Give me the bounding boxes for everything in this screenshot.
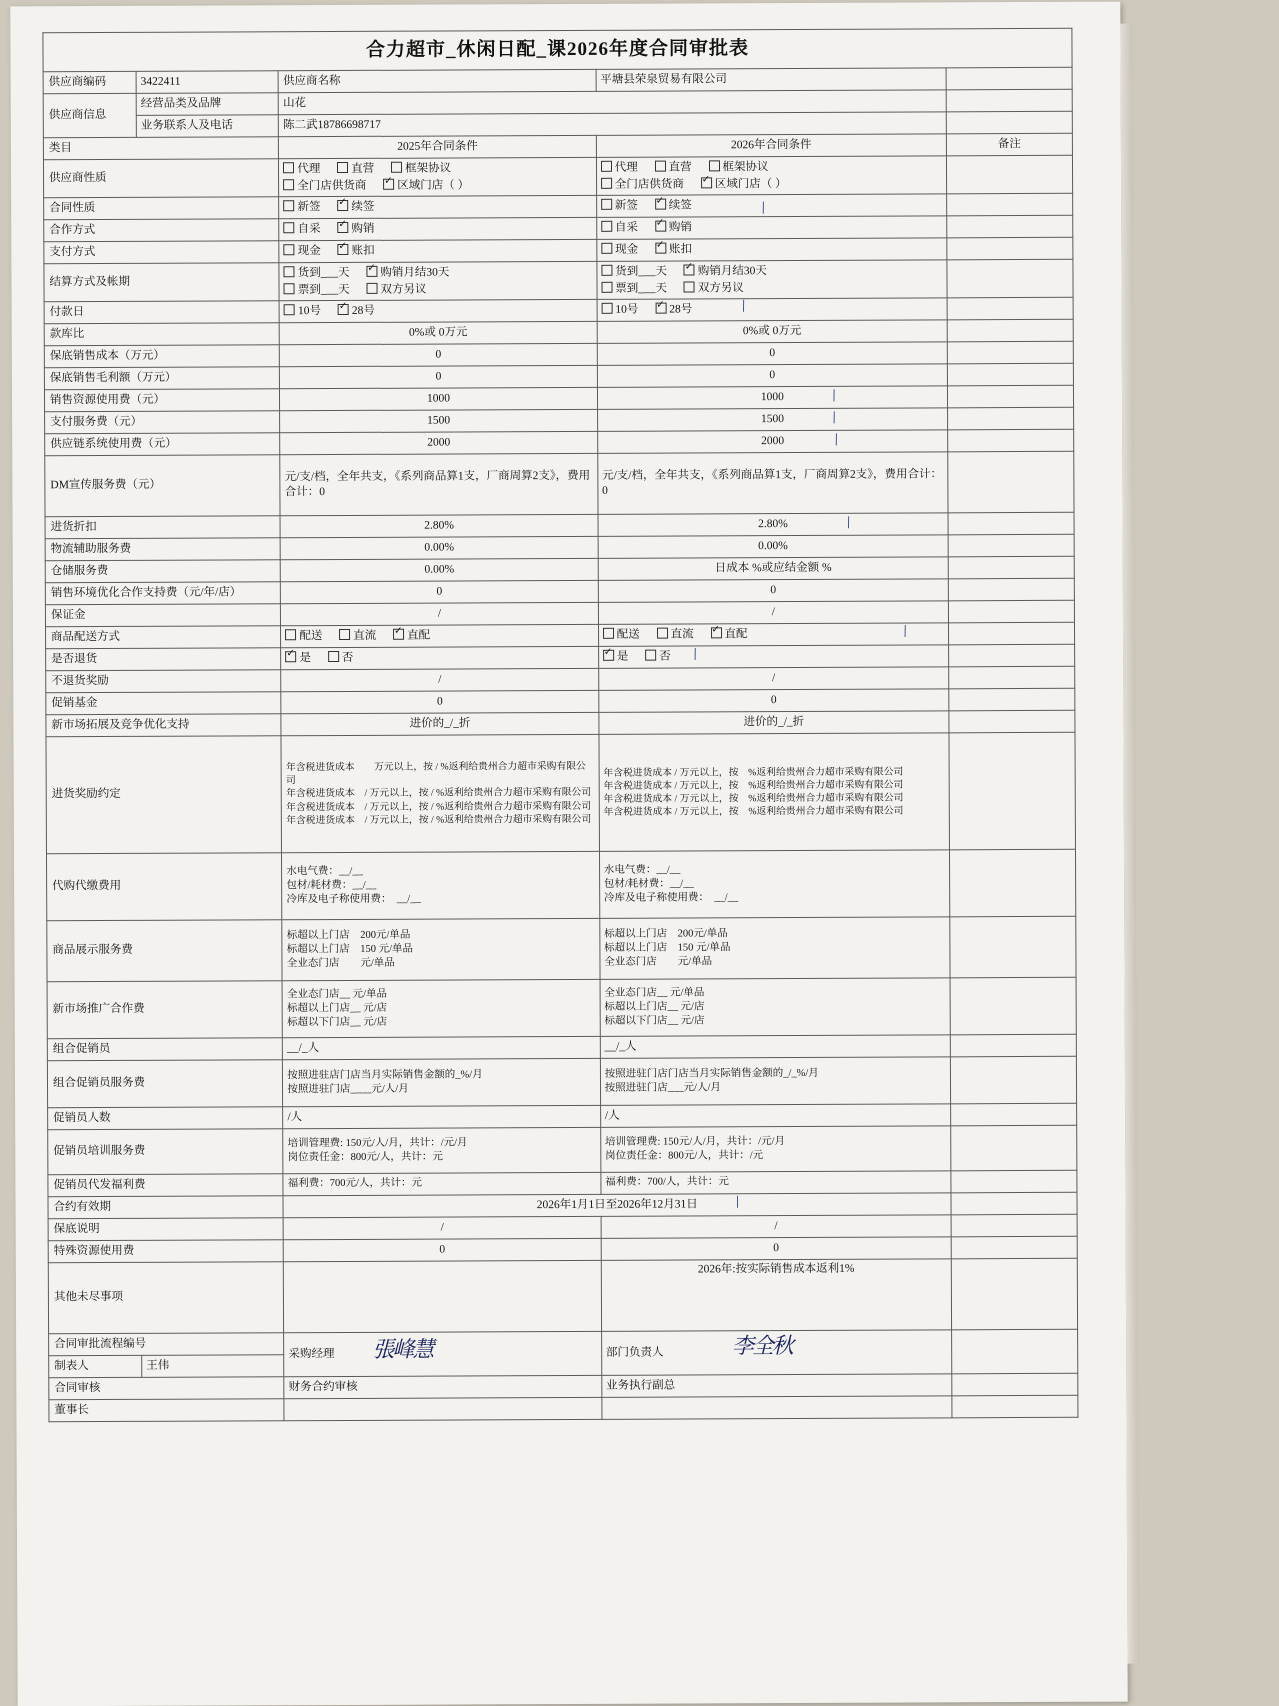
finance-audit-label: 财务合约审核: [284, 1375, 602, 1398]
column-2026: 2026年合同条件: [596, 134, 946, 158]
promo-fund-label: 促销基金: [46, 692, 281, 715]
pen-tick-8: /: [690, 644, 701, 664]
promoter-service-fee-label: 组合促销员服务费: [47, 1060, 283, 1108]
promoter-welfare-fee-label: 促销员代发福利费: [48, 1174, 283, 1197]
valid-period-value: 2026年1月1日至2026年12月31日 /: [283, 1193, 951, 1218]
other-matters-2026: 2026年:按实际销售成本返利1%: [601, 1259, 952, 1332]
agent-fee-line-3-2025: 冷库及电子称使用费： __/__: [286, 893, 421, 906]
remark-blank-3: [946, 111, 1072, 134]
contract-sheet: [10, 2, 1127, 1706]
env-support-fee-2026: 0: [598, 579, 948, 603]
delivery-mode-label: 商品配送方式: [46, 626, 281, 649]
training-line-2-2026: 岗位责任金：800元/人，共计：/元: [605, 1150, 764, 1162]
min-gross-profit-2026: 0: [597, 364, 947, 388]
agent-fee-line-1-2025: 水电气费：__/__: [286, 865, 363, 878]
opt-invoice-arrival-2026[interactable]: 票到___天: [601, 280, 667, 297]
training-line-1-2026: 培训管理费: 150元/人/月，共计：/元/月: [604, 1135, 785, 1148]
brand-value: 山花: [279, 90, 947, 115]
reward-line-1-2025: 年含税进货成本 万元以上，按 / %返利给贵州合力超市采购有限公司: [285, 760, 586, 787]
opt-delivery-2025[interactable]: 配送: [285, 628, 322, 645]
purchase-discount-2026: 2.80% /: [598, 513, 948, 537]
dm-fee-label: DM宣传服务费（元）: [45, 455, 281, 517]
delivery-mode-2026: [598, 623, 948, 647]
supplier-nature-row: [43, 155, 1072, 198]
remark-dm-fee: [948, 451, 1074, 513]
remark-agent-fees: [950, 849, 1076, 917]
dm-fee-2026: 元/支/档，全年共支，《系列商品算1支，厂商周算2支》，费用合计：0: [598, 452, 949, 515]
opt-cash-2026[interactable]: 现金: [601, 242, 638, 259]
training-line-2-2025: 岗位责任金：800元/人，共计：元: [287, 1151, 443, 1164]
pay-day-label: 付款日: [44, 301, 279, 324]
remark-sales-resource-fee: [947, 385, 1073, 408]
stock-ratio-label: 款库比: [44, 323, 279, 346]
opt-crossdock-2026[interactable]: 直流: [657, 627, 694, 644]
display-fee-row: [47, 916, 1076, 981]
display-line-1-2025: 标超以上门店 200元/单品: [286, 929, 411, 942]
opt-new-2025[interactable]: 新签: [283, 199, 320, 216]
stock-ratio-2025: 0%或 0万元: [280, 321, 598, 344]
remark-pay-day: [947, 297, 1073, 320]
purchase-manager-cell: [284, 1331, 602, 1376]
agent-fees-2026: [599, 850, 950, 919]
display-line-1-2026: 标超以上门店 200元/单品: [604, 928, 728, 940]
remark-audit: [952, 1373, 1078, 1396]
promoter-training-fee-2026: [600, 1126, 950, 1173]
remark-min-sales-cost: [947, 341, 1073, 364]
opt-yes-2025[interactable]: ✓ 是: [285, 650, 311, 667]
display-line-2-2026: 标超以上门店 150 元/单品: [604, 942, 731, 954]
opt-region-stores-2025[interactable]: ✓ 区域门店（ ）: [383, 177, 469, 194]
opt-agent-2026[interactable]: 代理: [601, 160, 638, 177]
logistics-fee-2025: 0.00%: [280, 536, 598, 559]
opt-day10-2025[interactable]: 10号: [284, 303, 321, 320]
stock-ratio-2026: 0%或 0万元: [597, 320, 947, 344]
special-resource-fee-2025: 0: [284, 1238, 602, 1261]
no-return-reward-label: 不退货奖励: [46, 670, 281, 693]
pay-mode-label: 支付方式: [44, 241, 279, 264]
business-vp-label: 业务执行副总: [602, 1374, 952, 1398]
display-fee-2026: [600, 917, 951, 980]
remark-special-resource-fee: [951, 1236, 1077, 1259]
delivery-mode-2025: [281, 624, 599, 647]
remark-supply-chain-fee: [948, 429, 1074, 452]
opt-all-stores-2026[interactable]: 全门店供货商: [601, 176, 684, 193]
remark-returnable: [949, 644, 1075, 667]
remark-promoter-combo: [950, 1034, 1076, 1057]
training-line-1-2025: 培训管理费: 150元/人/月，共计：/元/月: [287, 1137, 468, 1150]
supply-chain-fee-2026: 2000 /: [597, 430, 947, 454]
opt-no-2026[interactable]: 否: [645, 649, 671, 666]
contract-table: [42, 28, 1078, 1423]
opt-direct-2025[interactable]: 直营: [337, 161, 374, 178]
remark-pay-service-fee: [948, 407, 1074, 430]
promoter-combo-2025: __/_人: [283, 1036, 601, 1059]
supplier-name-value: 平塘县荣泉贸易有限公司: [596, 68, 946, 92]
remark-signature: [952, 1329, 1078, 1374]
coop-mode-2026: [596, 216, 946, 240]
opt-cash-2025[interactable]: 现金: [284, 243, 321, 260]
valid-period-label: 合约有效期: [48, 1196, 283, 1219]
agent-fees-label: 代购代缴费用: [46, 853, 282, 921]
promoter-training-fee-row: [48, 1125, 1077, 1174]
maker-value: 王伟: [142, 1355, 284, 1378]
guarantee-note-2026: /: [601, 1215, 951, 1239]
remark-blank-1: [946, 67, 1072, 90]
supply-chain-fee-label: 供应链系统使用费（元）: [45, 433, 280, 456]
env-support-fee-2025: 0: [281, 580, 599, 603]
opt-deduct-2026[interactable]: ✓ 账扣: [655, 242, 692, 259]
opt-day10-2026[interactable]: 10号: [601, 302, 638, 319]
supply-chain-fee-2025: 2000: [280, 431, 598, 454]
remark-chairman: [952, 1395, 1078, 1418]
agent-fee-line-2-2026: 包材/耗材费：__/__: [603, 878, 694, 890]
new-market-promo-row: [47, 977, 1076, 1038]
purchase-reward-label: 进货奖励约定: [46, 736, 282, 854]
dept-head-cell: [601, 1330, 951, 1376]
opt-negotiate-2025[interactable]: 双方另议: [366, 281, 426, 298]
logistics-fee-2026: 0.00%: [598, 535, 948, 559]
promoter-count-2026: /人: [600, 1104, 950, 1128]
logistics-fee-label: 物流辅助服务费: [45, 538, 280, 561]
remark-no-return-reward: [949, 666, 1075, 689]
remark-promoter-count: [951, 1103, 1077, 1126]
remark-settlement: [947, 259, 1073, 298]
storage-fee-2026: 日成本 %或应结金额 %: [598, 557, 948, 581]
pay-mode-2026: [597, 238, 947, 262]
min-gross-profit-2025: 0: [280, 365, 598, 388]
settlement-2026: [597, 260, 947, 300]
remark-promo-fund: [949, 688, 1075, 711]
returnable-2026: [598, 645, 948, 669]
agent-fee-line-2-2025: 包材/耗材费：__/__: [286, 879, 377, 892]
opt-goods-arrival-2026[interactable]: 货到___天: [601, 264, 667, 281]
remark-promoter-training-fee: [951, 1125, 1077, 1171]
remark-new-market-promo: [950, 977, 1076, 1035]
promoter-fee-line-1-2025: 按照进驻店门店当月实际销售金额的_%/月: [287, 1069, 483, 1082]
opt-direct-deliver-2025[interactable]: ✓ 直配: [393, 628, 430, 645]
opt-framework-2026[interactable]: 框架协议: [708, 159, 768, 176]
promoter-service-fee-row: [47, 1056, 1076, 1107]
opt-direct-deliver-2026[interactable]: ✓ 直配: [711, 627, 748, 644]
flow-no-row: [49, 1329, 1078, 1355]
min-sales-cost-2025: 0: [280, 343, 598, 366]
other-matters-label: 其他未尽事项: [48, 1262, 284, 1334]
remark-env-support-fee: [948, 578, 1074, 601]
opt-no-2025[interactable]: 否: [328, 650, 354, 667]
opt-direct-2026[interactable]: 直营: [655, 159, 692, 176]
agent-fees-row: [46, 849, 1075, 920]
new-market-promo-label: 新市场推广合作费: [47, 981, 283, 1039]
opt-purchase-2025[interactable]: ✓ 购销: [337, 221, 374, 238]
min-sales-cost-2026: 0: [597, 342, 947, 366]
promo-line-3-2025: 标超以下门店__ 元/店: [287, 1016, 388, 1029]
contract-nature-2026: [596, 194, 946, 218]
purchase-reward-2026: [599, 733, 950, 852]
dept-head-signature: 李全秋: [731, 1333, 792, 1359]
display-line-2-2025: 标超以上门店 150 元/单品: [286, 943, 414, 956]
settlement-2025: [279, 261, 597, 300]
pay-mode-2025: [279, 239, 597, 262]
deposit-2025: /: [281, 602, 599, 625]
pen-tick-6: /: [843, 512, 855, 533]
storage-fee-2025: 0.00%: [281, 558, 599, 581]
opt-agent-2025[interactable]: 代理: [283, 161, 320, 178]
opt-new-2026[interactable]: 新签: [601, 198, 638, 215]
column-2025: 2025年合同条件: [279, 135, 597, 158]
returnable-label: 是否退货: [46, 648, 281, 671]
opt-crossdock-2025[interactable]: 直流: [339, 628, 376, 645]
display-fee-label: 商品展示服务费: [47, 920, 283, 982]
remark-other-matters: [951, 1258, 1077, 1330]
promo-line-3-2026: 标超以下门店__ 元/店: [604, 1015, 705, 1027]
sales-resource-fee-2025: 1000: [280, 387, 598, 410]
purchase-discount-2025: 2.80%: [280, 514, 598, 537]
remark-deposit: [948, 600, 1074, 623]
column-remark: 备注: [946, 133, 1072, 156]
settlement-row: [44, 259, 1073, 302]
remark-stock-ratio: [947, 319, 1073, 342]
remark-storage-fee: [948, 556, 1074, 579]
new-market-support-label: 新市场拓展及竞争优化支持: [46, 714, 281, 737]
guarantee-note-label: 保底说明: [48, 1218, 283, 1241]
opt-framework-2025[interactable]: 框架协议: [391, 161, 451, 178]
promoter-service-fee-2025: [283, 1058, 601, 1106]
remark-blank-2: [946, 89, 1072, 112]
returnable-row: [46, 644, 1075, 670]
category-label: 类目: [43, 137, 278, 160]
promoter-count-2025: /人: [283, 1105, 601, 1128]
chairman-sign-cell: [284, 1397, 602, 1420]
remark-purchase-discount: [948, 512, 1074, 535]
other-matters-row: [48, 1258, 1077, 1333]
supplier-code-label: 供应商编码: [43, 71, 136, 93]
opt-negotiate-2026[interactable]: 双方另议: [684, 280, 744, 297]
remark-min-gross-profit: [947, 363, 1073, 386]
display-line-3-2026: 全业态门店 元/单品: [604, 956, 713, 968]
dm-fee-2025: 元/支/档，全年共支，《系列商品算1支，厂商周算2支》，费用合计：0: [280, 453, 598, 515]
reward-line-3-2026: 年含税进货成本 / 万元以上，按 %返利给贵州合力超市采购有限公司: [603, 792, 904, 805]
chairman-row: [49, 1395, 1078, 1421]
purchase-manager-label: 采购经理: [288, 1347, 335, 1361]
remark-promoter-welfare-fee: [951, 1170, 1077, 1193]
opt-day28-2025[interactable]: ✓ 28号: [338, 303, 375, 320]
supplier-code-value: 3422411: [136, 71, 278, 94]
new-market-support-2025: 进价的_/_折: [281, 712, 599, 735]
remark-contract-nature: [947, 193, 1073, 216]
dept-head-label: 部门负责人: [605, 1346, 664, 1359]
promoter-fee-line-2-2025: 按照进驻门店____元/人/月: [287, 1083, 409, 1096]
deposit-label: 保证金: [45, 604, 280, 627]
promoter-fee-line-1-2026: 按照进驻门店门店当月实际销售金额的_/_%/月: [604, 1067, 819, 1080]
display-fee-2025: [282, 918, 600, 980]
pen-tick-5: /: [831, 429, 842, 450]
supplier-name-label: 供应商名称: [278, 69, 596, 92]
promoter-combo-label: 组合促销员: [47, 1038, 282, 1061]
special-resource-fee-2026: 0: [601, 1237, 951, 1261]
promoter-welfare-fee-2026: 福利费：700/人，共计：元: [601, 1171, 951, 1195]
pay-day-2025: [279, 299, 597, 322]
pen-tick-1: /: [758, 197, 769, 218]
opt-renew-2026[interactable]: ✓ 续签: [655, 198, 692, 215]
supplier-nature-label: 供应商性质: [43, 159, 278, 198]
opt-renew-2025[interactable]: ✓ 续签: [337, 199, 374, 216]
sales-resource-fee-2026: 1000 /: [597, 386, 947, 410]
supplier-info-label: 供应商信息: [43, 93, 136, 137]
flow-no-label: 合同审批流程编号: [49, 1333, 284, 1356]
remark-new-market-support: [949, 710, 1075, 733]
remark-display-fee: [950, 916, 1076, 978]
promo-line-1-2026: 全业态门店__ 元/单品: [604, 987, 705, 999]
purchase-reward-row: [46, 732, 1076, 853]
opt-self-2025[interactable]: 自采: [284, 221, 321, 238]
pen-tick-7: /: [900, 621, 911, 641]
opt-yes-2026[interactable]: ✓ 是: [603, 649, 629, 666]
maker-label: 制表人: [49, 1355, 142, 1377]
sales-resource-fee-label: 销售资源使用费（元）: [44, 389, 279, 412]
agent-fee-line-1-2026: 水电气费：__/__: [603, 864, 681, 876]
other-matters-2025: [284, 1260, 602, 1332]
supplier-nature-2025: [279, 157, 597, 196]
reward-line-2-2025: 年含税进货成本 / 万元以上，按 / %返利给贵州合力超市采购有限公司: [286, 787, 592, 800]
min-sales-cost-label: 保底销售成本（万元）: [44, 345, 279, 368]
opt-invoice-arrival-2025[interactable]: 票到___天: [284, 281, 350, 298]
remark-coop-mode: [947, 215, 1073, 238]
agent-fee-line-3-2026: 冷库及电子称使用费： __/__: [603, 892, 739, 904]
reward-line-4-2026: 年含税进货成本 / 万元以上，按 %返利给贵州合力超市采购有限公司: [603, 805, 904, 819]
promo-fund-2025: 0: [281, 690, 599, 713]
chairman-sign-cell-2: [602, 1396, 952, 1420]
reward-line-3-2025: 年含税进货成本 / 万元以上，按 / %返利给贵州合力超市采购有限公司: [286, 800, 592, 813]
env-support-fee-label: 销售环境优化合作支持费（元/年/店）: [45, 582, 280, 605]
contact-label: 业务联系人及电话: [136, 115, 278, 138]
purchase-discount-row: [45, 512, 1074, 538]
pay-service-fee-label: 支付服务费（元）: [45, 411, 280, 434]
promoter-training-fee-2025: [283, 1127, 601, 1173]
promo-line-2-2025: 标超以上门店__ 元/店: [286, 1002, 388, 1015]
guarantee-note-2025: /: [283, 1216, 601, 1239]
opt-monthly30-2026[interactable]: ✓ 购销月结30天: [684, 263, 767, 280]
opt-purchase-2026[interactable]: ✓ 购销: [655, 220, 692, 237]
reward-line-4-2025: 年含税进货成本 / 万元以上，按 / %返利给贵州合力超市采购有限公司: [286, 813, 592, 827]
opt-all-stores-2025[interactable]: 全门店供货商: [283, 177, 366, 194]
promo-line-2-2026: 标超以上门店__ 元/店: [604, 1001, 705, 1013]
page-title: 合力超市_休闲日配_课2026年度合同审批表: [43, 28, 1072, 71]
special-resource-fee-label: 特殊资源使用费: [48, 1240, 283, 1263]
promoter-fee-line-2-2026: 按照进驻门店___元/人/月: [604, 1082, 721, 1094]
coop-mode-row: [44, 215, 1073, 241]
pay-service-fee-2026: 1500 /: [597, 408, 947, 432]
remark-valid-period: [951, 1192, 1077, 1215]
valid-period-row: [48, 1192, 1077, 1218]
promoter-service-fee-2026: [600, 1057, 950, 1106]
chairman-label: 董事长: [49, 1399, 284, 1422]
coop-mode-2025: [279, 217, 597, 240]
contract-audit-label: 合同审核: [49, 1377, 284, 1400]
pay-service-fee-2025: 1500: [280, 409, 598, 432]
remark-logistics-fee: [948, 534, 1074, 557]
remark-purchase-reward: [949, 732, 1075, 850]
remark-guarantee-note: [951, 1214, 1077, 1237]
coop-mode-label: 合作方式: [44, 219, 279, 242]
promoter-welfare-fee-2025: 福利费：700元/人，共计：元: [283, 1172, 601, 1195]
opt-monthly30-2025[interactable]: ✓ 购销月结30天: [366, 265, 449, 282]
promoter-training-fee-label: 促销员培训服务费: [48, 1129, 284, 1175]
settlement-label: 结算方式及帐期: [44, 263, 279, 302]
title-row: [43, 28, 1072, 71]
no-return-reward-2026: /: [598, 667, 948, 691]
remark-promoter-service-fee: [950, 1056, 1076, 1104]
opt-delivery-2026[interactable]: 配送: [603, 627, 640, 644]
promo-fund-2026: 0: [599, 689, 949, 713]
no-return-reward-2025: /: [281, 668, 599, 691]
brand-label: 经营品类及品牌: [136, 93, 278, 116]
contact-value: 陈二武18786698717: [279, 112, 947, 137]
remark-delivery-mode: [949, 622, 1075, 645]
pay-day-2026: [597, 298, 947, 322]
deposit-2026: /: [598, 601, 948, 625]
supplier-nature-2026: [596, 156, 946, 196]
dm-fee-row: [45, 451, 1074, 516]
reward-line-1-2026: 年含税进货成本 / 万元以上，按 %返利给贵州合力超市采购有限公司: [603, 766, 904, 779]
remark-supplier-nature: [946, 155, 1072, 194]
remark-pay-mode: [947, 237, 1073, 260]
storage-fee-label: 仓储服务费: [45, 560, 280, 583]
contract-nature-2025: [279, 195, 597, 218]
reward-line-2-2026: 年含税进货成本 / 万元以上，按 %返利给贵州合力超市采购有限公司: [603, 779, 904, 792]
min-gross-profit-label: 保底销售毛利额（万元）: [44, 367, 279, 390]
opt-self-2026[interactable]: 自采: [601, 220, 638, 237]
purchase-manager-signature: 張峰慧: [372, 1336, 433, 1362]
returnable-2025: [281, 646, 599, 669]
pen-tick-2: /: [738, 296, 750, 316]
supply-chain-fee-row: [45, 429, 1074, 455]
opt-day28-2026[interactable]: ✓ 28号: [655, 302, 692, 319]
opt-goods-arrival-2025[interactable]: 货到___天: [284, 265, 350, 282]
pen-tick-4: /: [829, 407, 840, 428]
opt-region-stores-2026[interactable]: ✓ 区域门店（ ）: [701, 176, 787, 193]
promoter-combo-2026: __/_人: [600, 1035, 950, 1059]
promo-line-1-2025: 全业态门店__ 元/单品: [286, 988, 388, 1001]
agent-fees-2025: [282, 851, 600, 919]
pen-tick-3: /: [829, 385, 840, 406]
display-line-3-2025: 全业态门店 元/单品: [286, 957, 395, 970]
purchase-reward-2025: [281, 734, 599, 852]
opt-deduct-2025[interactable]: ✓ 账扣: [338, 243, 375, 260]
new-market-support-2026: 进价的_/_折: [599, 711, 949, 735]
new-market-promo-2026: [600, 978, 951, 1037]
purchase-discount-label: 进货折扣: [45, 516, 280, 539]
pen-tick-9: /: [732, 1192, 744, 1212]
promoter-count-label: 促销员人数: [48, 1107, 283, 1130]
pay-day-row: [44, 297, 1073, 323]
contract-nature-label: 合同性质: [44, 197, 279, 220]
new-market-promo-2025: [282, 979, 600, 1037]
